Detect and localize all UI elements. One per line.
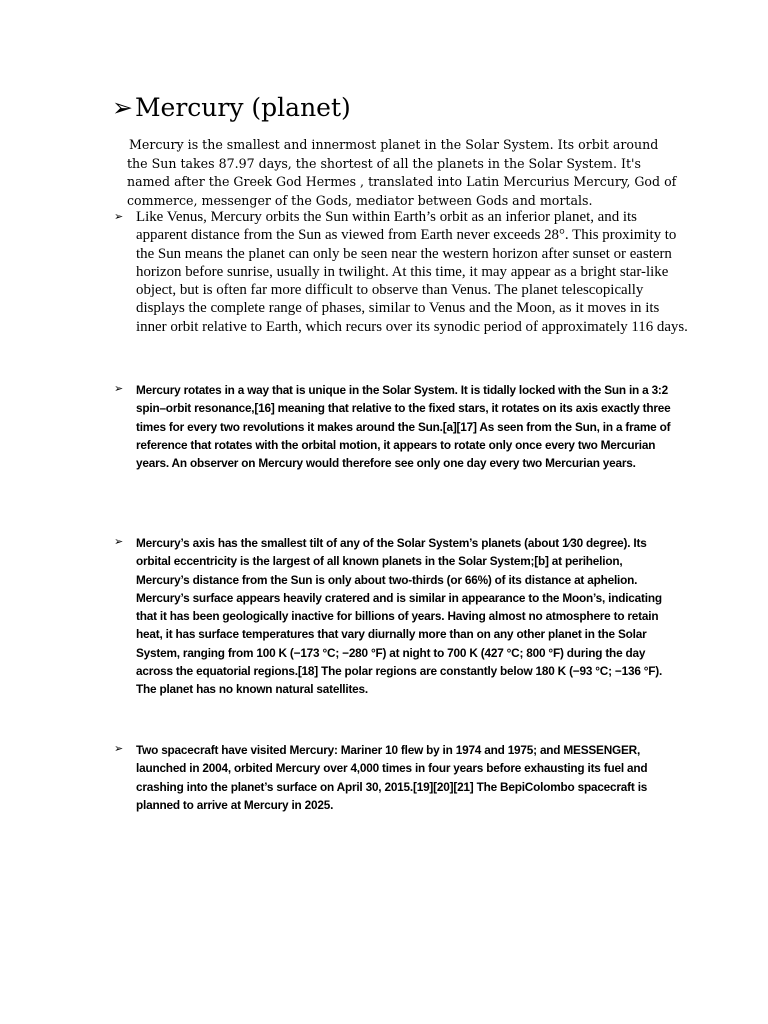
title-text: Mercury (planet) [134,93,351,122]
arrow-bullet-icon: ➢ [114,536,124,548]
arrow-bullet-icon: ➢ [114,211,124,223]
page-title [112,90,351,126]
intro-line: commerce, messenger of the Gods, mediator between Gods and mortals. [127,192,593,208]
bullet-text: Mercury rotates in a way that is unique in the Solar System. It is tidally locked with the Sun in a 3:2 spin–orbit resonance,[16] meaning that relative to the fixed stars, it rotates on its axis exactly three times for every two revolutions it makes around the Sun.[a][17] As seen from the Sun, in a frame of reference that rotates with the orbital motion, it appears to rotate only once every two Mercurian years. An observer on Mercury would therefore see only one day every two Mercurian years. [136,383,671,471]
bullet-text: Two spacecraft have visited Mercury: Mariner 10 flew by in 1974 and 1975; and MESSENGER, launched in 2004, orbited Mercury over 4,000 times in four years before exhausting its fuel and crashing into the planet’s surface on April 30, 2015.[19][20][21] The BepiColombo spacecraft is planned to arrive at Mercury in 2025. [136,743,648,812]
arrow-bullet-icon: ➢ [112,93,133,122]
bullet-text: Like Venus, Mercury orbits the Sun within Earth’s orbit as an inferior planet, and its apparent distance from the Sun as viewed from Earth never exceeds 28°. This proximity to the Sun means the planet can only be seen near the western horizon after sunset or eastern horizon before sunrise, usually in twilight. At this time, it may appear as a bright star-like object, but is often far more difficult to observe than Venus. The planet telescopically displays the complete range of phases, similar to Venus and the Moon, as it moves in its inner orbit relative to Earth, which recurs over its synodic period of approximately 116 days. [136,209,688,335]
bullet-text: Mercury’s axis has the smallest tilt of any of the Solar System’s planets (about 1⁄30 degree). Its orbital eccentricity is the largest of all known planets in the Solar System;[b] at perihelion, Mercury’s distance from the Sun is only about two-thirds (or 66%) of its distance at aphelion. Mercury’s surface appears heavily cratered and is similar in appearance to the Moon’s, indicating that it has been geologically inactive for billions of years. Having almost no atmosphere to retain heat, it has surface temperatures that vary diurnally more than on any other planet in the Solar System, ranging from 100 K (−173 °C; −280 °F) at night to 700 K (427 °C; 800 °F) during the day across the equatorial regions.[18] The polar regions are constantly below 180 K (−93 °C; −136 °F). The planet has no known natural satellites. [136,536,663,697]
bullet-spacecraft [114,741,676,814]
intro-paragraph [127,136,687,210]
bullet-orbit [114,208,688,336]
arrow-bullet-icon: ➢ [114,383,124,395]
arrow-bullet-icon: ➢ [114,743,124,755]
bullet-rotation [114,381,676,472]
intro-line: the Sun takes 87.97 days, the shortest of all the planets in the Solar System. It's [127,155,641,171]
bullet-axis-surface [114,534,676,699]
intro-line: named after the Greek God Hermes , translated into Latin Mercurius Mercury, God of [127,174,677,190]
intro-line: Mercury is the smallest and innermost planet in the Solar System. Its orbit around [129,137,659,152]
